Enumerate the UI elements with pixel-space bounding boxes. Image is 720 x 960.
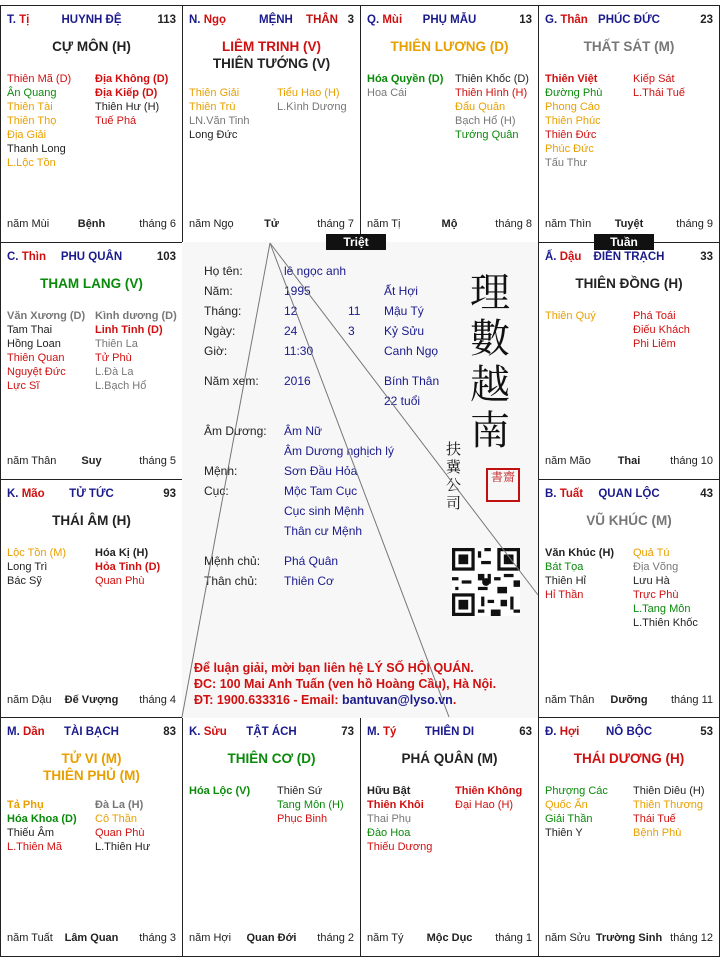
minor-star: Thiên Đức bbox=[545, 129, 597, 141]
minor-star: Tả Phụ bbox=[7, 799, 44, 811]
calligraphy-char: 越 bbox=[470, 362, 510, 408]
contact-email[interactable]: bantuvan@lyso.vn bbox=[342, 693, 453, 707]
palace-name: NÔ BỘC bbox=[606, 726, 652, 738]
day-can: Kỷ Sửu bbox=[384, 324, 425, 338]
palace-number: 33 bbox=[700, 251, 713, 263]
palace-name: PHỤ MẪU bbox=[422, 14, 477, 26]
menh-value: Sơn Đầu Hỏa bbox=[284, 464, 358, 478]
luu-nien-year: năm Mão bbox=[545, 455, 591, 467]
minor-star: Hóa Khoa (D) bbox=[7, 813, 77, 825]
branch-name: Tị bbox=[19, 14, 30, 26]
minor-star: Tướng Quân bbox=[455, 129, 519, 141]
truong-sinh-stage: Mộ bbox=[441, 218, 458, 230]
minor-star: Thiên Việt bbox=[545, 73, 598, 85]
minor-star: Đà La (H) bbox=[95, 799, 144, 811]
minor-star: Thiên Phúc bbox=[545, 115, 601, 127]
minor-star: Thiên Hình (H) bbox=[455, 87, 528, 99]
minor-star: Long Đức bbox=[189, 129, 238, 141]
minor-star: Quan Phù bbox=[95, 575, 145, 587]
minor-star: Ân Quang bbox=[7, 87, 57, 99]
am-duong-relation: Âm Dương nghịch lý bbox=[284, 444, 394, 458]
minor-star: Bệnh Phù bbox=[633, 827, 682, 839]
luu-nguyet-month: tháng 2 bbox=[317, 932, 354, 944]
minor-star: Đường Phù bbox=[545, 87, 603, 99]
main-star: THIÊN PHỦ (M) bbox=[43, 768, 140, 783]
am-duong-label: Âm Dương: bbox=[204, 424, 267, 438]
minor-star: Tang Môn (H) bbox=[277, 799, 344, 811]
luu-nien-year: năm Mùi bbox=[7, 218, 50, 230]
truong-sinh-stage: Suy bbox=[81, 455, 102, 467]
stem-letter: B. bbox=[545, 488, 560, 500]
palace-number: 53 bbox=[700, 726, 713, 738]
minor-star: Thiên Quan bbox=[7, 352, 65, 364]
minor-star: Lưu Hà bbox=[633, 575, 670, 587]
palace-number: 83 bbox=[163, 726, 176, 738]
branch-name: Thân bbox=[560, 14, 588, 26]
minor-star: Thiếu Âm bbox=[7, 827, 55, 839]
menh-chu-value: Phá Quân bbox=[284, 554, 339, 568]
day-solar: 24 bbox=[284, 324, 298, 338]
minor-star: L.Thái Tuế bbox=[633, 87, 685, 99]
minor-star: Địa Không (D) bbox=[95, 73, 169, 85]
minor-star: Trực Phù bbox=[633, 589, 679, 601]
hour-value: 11:30 bbox=[284, 344, 314, 358]
minor-star: Quả Tú bbox=[633, 547, 670, 559]
triet-badge: Triệt bbox=[326, 234, 386, 250]
stem-letter: M. bbox=[367, 726, 383, 738]
minor-star: Địa Kiếp (D) bbox=[95, 87, 158, 99]
year-label: Năm: bbox=[204, 284, 233, 298]
menh-label: Mệnh: bbox=[204, 464, 238, 478]
main-star: THIÊN ĐỒNG (H) bbox=[575, 276, 683, 291]
luu-nguyet-month: tháng 12 bbox=[670, 932, 713, 944]
hour-label: Giờ: bbox=[204, 344, 228, 358]
minor-star: Thanh Long bbox=[7, 143, 66, 155]
branch-name: Thìn bbox=[21, 251, 46, 263]
minor-star: Bát Tọa bbox=[545, 561, 584, 573]
truong-sinh-stage: Mộc Dục bbox=[426, 932, 473, 944]
minor-star: Văn Xương (D) bbox=[7, 310, 86, 322]
hour-can: Canh Ngọ bbox=[384, 344, 439, 358]
minor-star: Hỏa Tinh (D) bbox=[95, 561, 161, 573]
calligraphy-char: 南 bbox=[470, 408, 510, 454]
red-seal-stamp: 書齋 bbox=[486, 468, 520, 502]
day-label: Ngày: bbox=[204, 324, 236, 338]
minor-star: Thiếu Dương bbox=[367, 841, 433, 853]
stem-letter: T. bbox=[7, 14, 20, 26]
luu-nien-year: năm Tị bbox=[367, 218, 401, 230]
palace-number: 43 bbox=[700, 488, 713, 500]
palace-name: MỆNH bbox=[259, 14, 293, 26]
palace-number: 113 bbox=[157, 14, 176, 26]
minor-star: Phá Toái bbox=[633, 310, 676, 322]
main-star: THẤT SÁT (M) bbox=[583, 39, 675, 54]
luu-nguyet-month: tháng 8 bbox=[495, 218, 532, 230]
branch-name: Mùi bbox=[382, 14, 403, 26]
menh-chu-label: Mệnh chủ: bbox=[204, 554, 261, 568]
minor-star: Hoa Cái bbox=[367, 87, 407, 99]
minor-star: Địa Võng bbox=[633, 561, 679, 573]
palace-name: TÀI BẠCH bbox=[64, 726, 119, 738]
minor-star: L.Kình Dương bbox=[277, 101, 347, 113]
contact-phone: ĐT: 1900.633316 - Email: bbox=[194, 693, 342, 707]
minor-star: Thai Phụ bbox=[367, 813, 412, 825]
minor-star: Thiên Không bbox=[455, 785, 523, 797]
palace-number: 93 bbox=[163, 488, 176, 500]
minor-star: Giải Thần bbox=[545, 813, 593, 825]
main-star: PHÁ QUÂN (M) bbox=[401, 751, 498, 766]
stem-letter: G. bbox=[545, 14, 561, 26]
minor-star: Tuế Phá bbox=[95, 115, 137, 127]
palace-number: 13 bbox=[519, 14, 532, 26]
main-star: LIÊM TRINH (V) bbox=[222, 39, 321, 54]
minor-star: Thiên Y bbox=[545, 827, 583, 839]
minor-star: Thiên Diêu (H) bbox=[633, 785, 705, 797]
than-chu-value: Thiên Cơ bbox=[284, 574, 334, 588]
minor-star: Hồng Loan bbox=[7, 338, 61, 350]
minor-star: Tấu Thư bbox=[545, 157, 588, 169]
branch-name: Mão bbox=[21, 488, 45, 500]
year-value: 1995 bbox=[284, 284, 311, 298]
palace-number: 73 bbox=[341, 726, 354, 738]
year-can: Ất Hợi bbox=[384, 284, 418, 298]
luu-nien-year: năm Ngọ bbox=[189, 218, 234, 230]
minor-star: Tử Phù bbox=[95, 352, 132, 364]
main-star: TỬ VI (M) bbox=[61, 751, 122, 766]
minor-star: L.Bạch Hổ bbox=[95, 380, 147, 392]
view-year-label: Năm xem: bbox=[204, 374, 259, 388]
stem-letter: C. bbox=[7, 251, 22, 263]
luu-nguyet-month: tháng 7 bbox=[317, 218, 354, 230]
cuc-value: Mộc Tam Cục bbox=[284, 484, 358, 498]
minor-star: L.Thiên Mã bbox=[7, 841, 63, 853]
minor-star: Thiên Hỉ bbox=[545, 575, 586, 587]
luu-nien-year: năm Tý bbox=[367, 932, 404, 944]
branch-name: Hợi bbox=[559, 726, 580, 738]
minor-star: L.Đà La bbox=[95, 366, 134, 378]
minor-star: Thiên Khốc (D) bbox=[455, 73, 529, 85]
truong-sinh-stage: Thai bbox=[617, 455, 641, 467]
luu-nguyet-month: tháng 5 bbox=[139, 455, 176, 467]
palace-name: QUAN LỘC bbox=[598, 488, 660, 500]
minor-star: Văn Khúc (H) bbox=[545, 547, 615, 559]
main-star: CỰ MÔN (H) bbox=[52, 39, 131, 54]
luu-nien-year: năm Sửu bbox=[545, 932, 591, 944]
than-marker: THÂN bbox=[306, 14, 338, 26]
subtext-char: 扶 bbox=[446, 440, 462, 458]
main-star: THIÊN TƯỚNG (V) bbox=[212, 56, 331, 71]
branch-name: Dần bbox=[22, 726, 45, 738]
luu-nien-year: năm Thìn bbox=[545, 218, 592, 230]
luu-nguyet-month: tháng 10 bbox=[670, 455, 713, 467]
luu-nguyet-month: tháng 9 bbox=[676, 218, 713, 230]
truong-sinh-stage: Tử bbox=[264, 218, 279, 230]
minor-star: Thiên Quý bbox=[545, 310, 596, 322]
minor-star: Bạch Hổ (H) bbox=[455, 115, 516, 127]
minor-star: Thiên Hư (H) bbox=[95, 101, 160, 113]
palace-name: THIÊN DI bbox=[424, 726, 475, 738]
truong-sinh-stage: Lâm Quan bbox=[64, 932, 119, 944]
main-star: THÁI DƯƠNG (H) bbox=[573, 751, 685, 766]
minor-star: Hóa Quyền (D) bbox=[367, 73, 444, 85]
than-cu: Thân cư Mệnh bbox=[284, 524, 363, 538]
cuc-relation: Cục sinh Mệnh bbox=[284, 504, 365, 518]
luu-nien-year: năm Hợi bbox=[189, 932, 232, 944]
minor-star: Điếu Khách bbox=[633, 324, 690, 336]
branch-name: Dậu bbox=[559, 251, 582, 263]
minor-star: Thiên Mã (D) bbox=[7, 73, 72, 85]
minor-star: Quốc Ấn bbox=[545, 799, 588, 811]
palace-name: PHÚC ĐỨC bbox=[598, 14, 660, 26]
subtext-char: 冀 bbox=[446, 458, 462, 476]
minor-star: Tiểu Hao (H) bbox=[277, 87, 340, 99]
minor-star: Thiên Thương bbox=[633, 799, 704, 811]
subtext-char: 公 bbox=[446, 476, 462, 494]
minor-star: Phi Liêm bbox=[633, 338, 676, 350]
minor-star: Thiên La bbox=[95, 338, 138, 350]
stem-letter: K. bbox=[189, 726, 204, 738]
truong-sinh-stage: Đế Vượng bbox=[64, 694, 119, 706]
truong-sinh-stage: Bệnh bbox=[77, 218, 106, 230]
am-duong-value: Âm Nữ bbox=[284, 424, 323, 438]
palace-number: 23 bbox=[700, 14, 713, 26]
minor-star: Linh Tinh (D) bbox=[95, 324, 163, 336]
minor-star: Phượng Các bbox=[545, 785, 608, 797]
minor-star: Lực Sĩ bbox=[7, 380, 40, 392]
minor-star: L.Tang Môn bbox=[633, 603, 691, 615]
stem-letter: K. bbox=[7, 488, 22, 500]
truong-sinh-stage: Tuyệt bbox=[614, 218, 644, 230]
stem-letter: M. bbox=[7, 726, 23, 738]
contact-line-1: Để luận giải, mời bạn liên hệ LÝ SỐ HỘI QUÁN. bbox=[194, 661, 474, 675]
minor-star: Nguyệt Đức bbox=[7, 366, 66, 378]
minor-star: Hóa Kị (H) bbox=[95, 547, 149, 559]
minor-star: Quan Phù bbox=[95, 827, 145, 839]
branch-name: Sửu bbox=[203, 726, 227, 738]
palace-name: TẬT ÁCH bbox=[246, 726, 297, 738]
minor-star: Đẩu Quân bbox=[455, 101, 506, 113]
palace-name: TỬ TỨC bbox=[69, 488, 114, 500]
calligraphy-char: 數 bbox=[470, 316, 510, 362]
stem-letter: Q. bbox=[367, 14, 383, 26]
contact-line-2: ĐC: 100 Mai Anh Tuấn (ven hồ Hoàng Cầu), Hà Nội. bbox=[194, 677, 497, 691]
subtext-char: 司 bbox=[446, 494, 462, 512]
minor-star: LN.Văn Tinh bbox=[189, 115, 250, 127]
month-can: Mậu Tý bbox=[384, 304, 424, 318]
luu-nguyet-month: tháng 6 bbox=[139, 218, 176, 230]
contact-end: . bbox=[452, 693, 457, 707]
minor-star: Hỉ Thần bbox=[545, 589, 584, 601]
minor-star: Địa Giải bbox=[7, 129, 47, 141]
minor-star: Phục Binh bbox=[277, 813, 328, 825]
luu-nguyet-month: tháng 11 bbox=[670, 694, 713, 706]
palace-number: 63 bbox=[519, 726, 532, 738]
luu-nien-year: năm Thân bbox=[545, 694, 595, 706]
luu-nien-year: năm Dậu bbox=[7, 694, 52, 706]
minor-star: Phong Cáo bbox=[545, 101, 601, 113]
minor-star: Thiên Sứ bbox=[277, 785, 323, 797]
main-star: THIÊN LƯƠNG (D) bbox=[390, 39, 509, 54]
name-label: Họ tên: bbox=[204, 264, 243, 278]
main-star: VŨ KHÚC (M) bbox=[586, 513, 672, 528]
branch-name: Tuất bbox=[559, 488, 584, 500]
palace-name: ĐIỀN TRẠCH bbox=[593, 251, 665, 263]
stem-letter: Đ. bbox=[545, 726, 560, 738]
minor-star: Đại Hao (H) bbox=[455, 799, 514, 811]
luu-nien-year: năm Tuất bbox=[7, 932, 53, 944]
minor-star: Đào Hoa bbox=[367, 827, 411, 839]
minor-star: Long Trì bbox=[7, 561, 48, 573]
minor-star: Thiên Khôi bbox=[367, 799, 424, 811]
name-value: lê ngọc anh bbox=[284, 264, 347, 278]
tuan-badge: Tuần bbox=[594, 234, 654, 250]
truong-sinh-stage: Trường Sinh bbox=[595, 932, 663, 944]
than-chu-label: Thân chủ: bbox=[204, 574, 258, 588]
palace-number: 103 bbox=[156, 251, 176, 263]
minor-star: Thiên Giải bbox=[189, 87, 240, 99]
minor-star: Phúc Đức bbox=[545, 143, 594, 155]
minor-star: Tam Thai bbox=[7, 324, 53, 336]
calligraphy-char: 理 bbox=[470, 270, 510, 316]
minor-star: Cô Thần bbox=[95, 813, 137, 825]
palace-name: HUYNH ĐỆ bbox=[61, 14, 122, 26]
month-lunar: 11 bbox=[348, 304, 361, 318]
minor-star: Thiên Thọ bbox=[7, 115, 57, 127]
minor-star: L.Thiên Khốc bbox=[633, 617, 698, 629]
minor-star: L.Lộc Tồn bbox=[7, 157, 56, 169]
stem-letter: N. bbox=[189, 14, 204, 26]
luu-nguyet-month: tháng 4 bbox=[139, 694, 176, 706]
view-year-value: 2016 bbox=[284, 374, 311, 388]
cuc-label: Cục: bbox=[204, 484, 229, 498]
minor-star: Kình dương (D) bbox=[95, 310, 177, 322]
truong-sinh-stage: Dưỡng bbox=[610, 694, 648, 706]
branch-name: Ngọ bbox=[203, 14, 227, 26]
minor-star: L.Thiên Hư bbox=[95, 841, 151, 853]
month-label: Tháng: bbox=[204, 304, 242, 318]
minor-star: Thiên Tài bbox=[7, 101, 53, 113]
minor-star: Thái Tuế bbox=[633, 813, 676, 825]
minor-star: Hóa Lộc (V) bbox=[189, 785, 251, 797]
luu-nguyet-month: tháng 3 bbox=[139, 932, 176, 944]
truong-sinh-stage: Quan Đới bbox=[246, 932, 297, 944]
minor-star: Lộc Tồn (M) bbox=[7, 547, 67, 559]
palace-name: PHU QUÂN bbox=[60, 251, 123, 263]
luu-nguyet-month: tháng 1 bbox=[495, 932, 532, 944]
palace-number: 3 bbox=[347, 14, 354, 26]
month-solar: 12 bbox=[284, 304, 298, 318]
minor-star: Hữu Bật bbox=[367, 785, 411, 797]
main-star: THÁI ÂM (H) bbox=[52, 513, 131, 528]
day-lunar: 3 bbox=[348, 324, 355, 338]
view-year-can: Bính Thân bbox=[384, 374, 440, 388]
branch-name: Tý bbox=[382, 726, 397, 738]
main-star: THIÊN CƠ (D) bbox=[227, 751, 316, 766]
main-star: THAM LANG (V) bbox=[40, 276, 143, 291]
minor-star: Bác Sỹ bbox=[7, 575, 42, 587]
luu-nien-year: năm Thân bbox=[7, 455, 57, 467]
age-value: 22 tuổi bbox=[384, 394, 421, 408]
minor-star: Kiếp Sát bbox=[633, 73, 675, 85]
minor-star: Thiên Trù bbox=[189, 101, 236, 113]
stem-letter: Ấ. bbox=[545, 251, 560, 263]
